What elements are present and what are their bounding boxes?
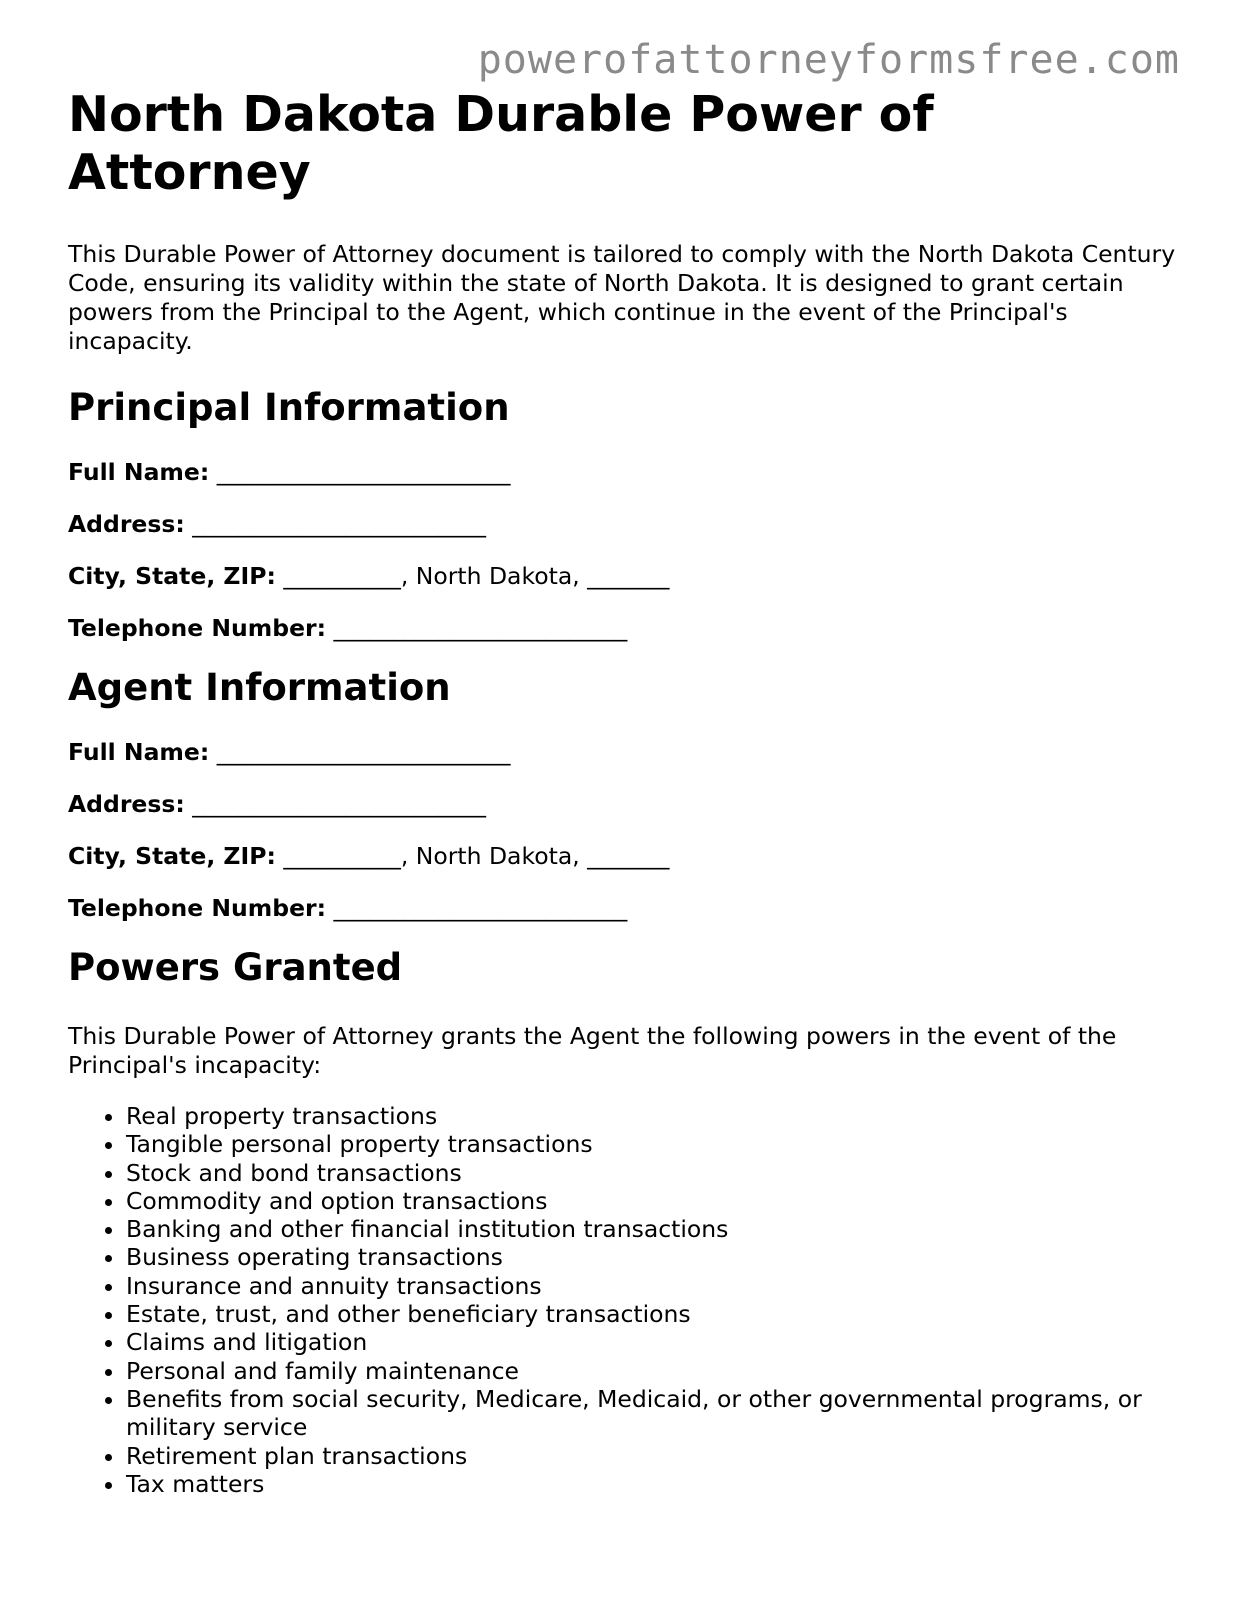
principal-city-state-zip-field[interactable] — [68, 562, 1178, 590]
list-item: • Tangible personal property transactions — [126, 1130, 1178, 1158]
intro-paragraph: This Durable Power of Attorney document is tailored to comply with the North Dakota Century Code, ensuring its validity within the state of North Dakota. It is designed to grant certain powers from the Principal to the Agent, which continue in the event of the Principal's incapacity. — [68, 240, 1176, 355]
principal-heading: Principal Information — [68, 386, 510, 429]
agent-address-field[interactable] — [68, 790, 1178, 818]
field-blank[interactable]: _________________________ — [216, 458, 511, 486]
field-label: Telephone Number: — [68, 894, 327, 922]
field-label: Telephone Number: — [68, 614, 327, 642]
field-label: City, State, ZIP: — [68, 562, 276, 590]
powers-list — [68, 1102, 1178, 1498]
agent-telephone-field[interactable] — [68, 894, 1178, 922]
agent-full-name-field[interactable] — [68, 738, 1178, 766]
field-label: Full Name: — [68, 738, 210, 766]
list-item: • Insurance and annuity transactions — [126, 1272, 1178, 1300]
document-page — [68, 86, 1178, 1498]
list-item: • Stock and bond transactions — [126, 1159, 1178, 1187]
field-blank[interactable]: _________________________ — [192, 790, 486, 818]
field-blank[interactable]: _________________________ — [216, 738, 511, 766]
agent-city-state-zip-field[interactable] — [68, 842, 1178, 870]
field-label: Address: — [68, 790, 185, 818]
field-blank[interactable]: _________________________ — [333, 614, 628, 642]
list-item: • Commodity and option transactions — [126, 1187, 1178, 1215]
list-item: • Retirement plan transactions — [126, 1442, 1178, 1470]
list-item: • Business operating transactions — [126, 1243, 1178, 1271]
powers-intro-paragraph: This Durable Power of Attorney grants the Agent the following powers in the event of the Principal's incapacity: — [68, 1022, 1117, 1079]
list-item: • Estate, trust, and other beneficiary transactions — [126, 1300, 1178, 1328]
field-blank[interactable]: _________________________ — [333, 894, 628, 922]
principal-fields — [68, 458, 1178, 642]
watermark: powerofattorneyformsfree.com — [477, 37, 1180, 83]
list-item: • Claims and litigation — [126, 1328, 1178, 1356]
field-label: Address: — [68, 510, 185, 538]
document-title: North Dakota Durable Power of Attorney — [68, 86, 934, 201]
principal-telephone-field[interactable] — [68, 614, 1178, 642]
list-item: • Benefits from social security, Medicare, Medicaid, or other governmental programs, or military service — [126, 1385, 1178, 1442]
field-label: City, State, ZIP: — [68, 842, 276, 870]
field-blank[interactable]: __________, North Dakota, _______ — [283, 562, 670, 590]
powers-heading: Powers Granted — [68, 946, 403, 989]
list-item: • Personal and family maintenance — [126, 1357, 1178, 1385]
list-item: • Banking and other financial institution transactions — [126, 1215, 1178, 1243]
list-item: • Real property transactions — [126, 1102, 1178, 1130]
list-item: • Tax matters — [126, 1470, 1178, 1498]
field-blank[interactable]: _________________________ — [192, 510, 486, 538]
principal-full-name-field[interactable] — [68, 458, 1178, 486]
field-blank[interactable]: __________, North Dakota, _______ — [283, 842, 670, 870]
principal-address-field[interactable] — [68, 510, 1178, 538]
agent-fields — [68, 738, 1178, 922]
field-label: Full Name: — [68, 458, 210, 486]
agent-heading: Agent Information — [68, 666, 451, 709]
